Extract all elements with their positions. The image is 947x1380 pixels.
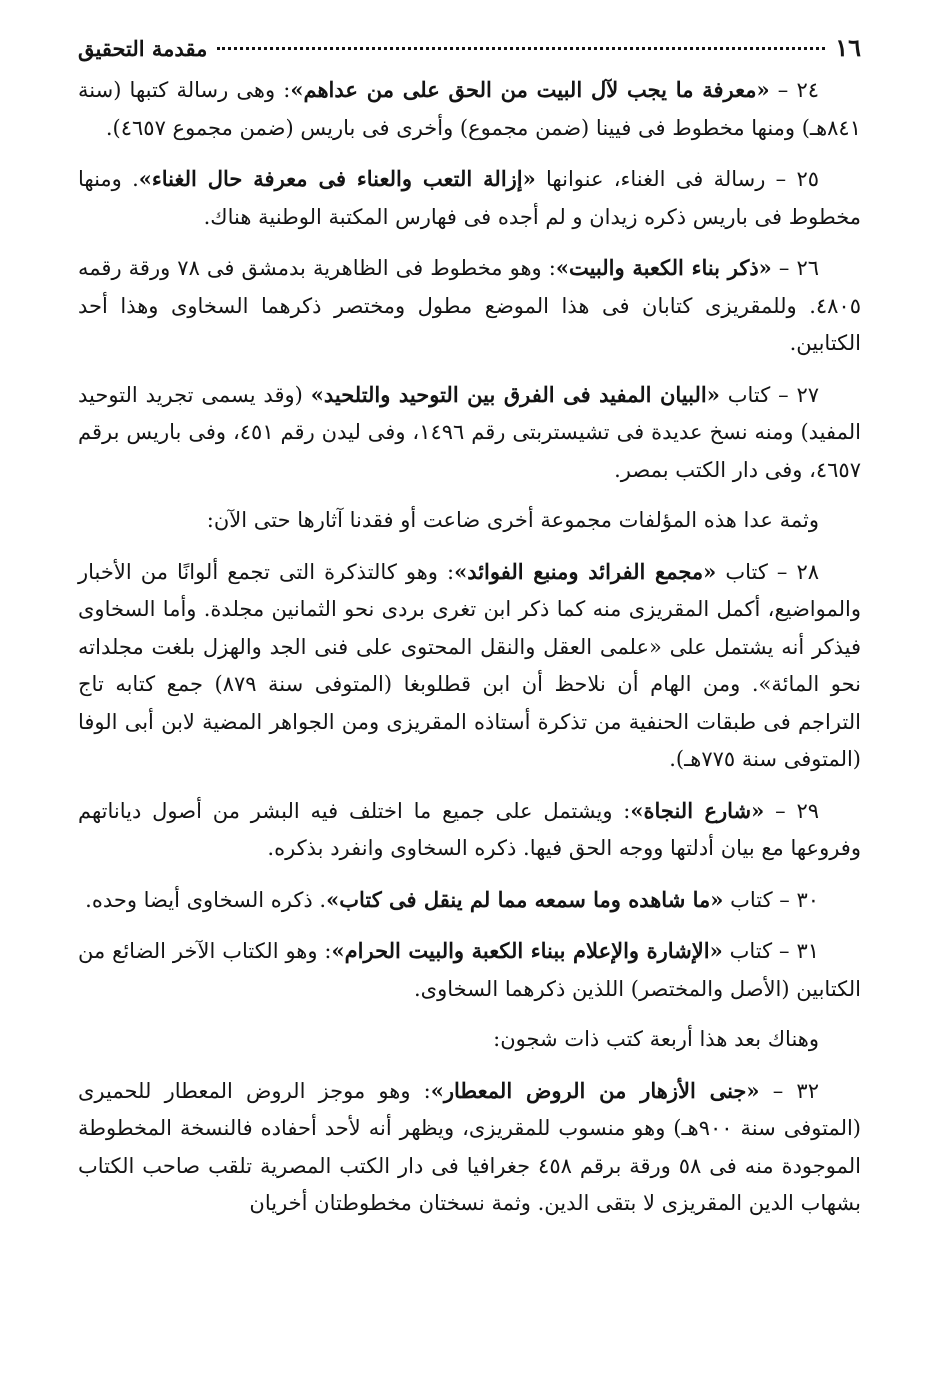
- book-title: «إزالة التعب والعناء فى معرفة حال الغناء»: [138, 166, 536, 191]
- book-title: «شارع النجاة»: [630, 797, 765, 823]
- book-title: «ذكر بناء الكعبة والبيت»: [555, 255, 772, 280]
- header-dot-leader: [217, 47, 825, 50]
- book-title: «ما شاهده وما سمعه مما لم ينقل فى كتاب»: [326, 886, 724, 912]
- paragraph-31: ٣١ – كتاب «الإشارة والإعلام ببناء الكعبة والبيت الحرام»: وهو الكتاب الآخر الضائع من الكتابين (الأصل والمختصر) اللذين ذكرهما السخاوى.: [78, 938, 861, 1001]
- paragraph-27: ٢٧ – كتاب «البيان المفيد فى الفرق بين التوحيد والتلحيد» (وقد يسمى تجريد التوحيد المفيد) ومنه نسخ عديدة فى تشيستربتى رقم ١٤٩٦، وفى ليدن رقم ٤٥١، وفى باريس برقم ٤٦٥٧، وفى دار الكتب بمصر.: [78, 381, 862, 482]
- page-number: ١٦: [835, 33, 861, 62]
- page-header: [78, 34, 861, 63]
- book-title: «البيان المفيد فى الفرق بين التوحيد والتلحيد»: [310, 381, 720, 407]
- paragraph-30: ٣٠ – كتاب «ما شاهده وما سمعه مما لم ينقل فى كتاب». ذكره السخاوى أيضا وحده.: [85, 886, 819, 912]
- book-title: «معرفة ما يجب لآل البيت من الحق على من عداهم»: [290, 77, 770, 102]
- paragraph-26: ٢٦ – «ذكر بناء الكعبة والبيت»: وهو مخطوط فى الظاهرية بدمشق فى ٧٨ ورقة رقمه ٤٨٠٥. وللمقريزى كتابان فى هذا الموضع مطول ومختصر ذكرهما السخاوى وهذا أحد الكتابين.: [78, 255, 861, 355]
- paragraph-28: ٢٨ – كتاب «مجمع الفرائد ومنبع الفوائد»: وهو كالتذكرة التى تجمع ألوانًا من الأخبار والمواضيع، أكمل المقريزى منه كما ذكر ابن تغرى بردى نحو الثمانين مجلدة. وأما السخاوى فيذكر أنه يشتمل على «علمى العقل والنقل المحتوى على فنى الجد والهزل بلغت مجلداته نحو المائة». ومن الهام أن نلاحظ أن ابن قطلوبغا (المتوفى سنة ٨٧٩) جمع كتابه تاج التراجم فى طبقات الحنفية من تذكرة أستاذه المقريزى ومن الجواهر المضية لابن أبى الوفا (المتوفى سنة ٧٧٥هـ).: [78, 558, 861, 771]
- paragraph-29: ٢٩ – «شارع النجاة»: ويشتمل على جميع ما اختلف فيه البشر من أصول دياناتهم وفروعها مع بيان أدلتها ووجه الحق فيها. ذكره السخاوى وانفرد بذكره.: [78, 797, 861, 860]
- paragraph-25: ٢٥ – رسالة فى الغناء، عنوانها «إزالة التعب والعناء فى معرفة حال الغناء». ومنها مخطوط فى باريس ذكره زيدان و لم أجده فى فهارس المكتبة الوطنية هناك.: [78, 166, 861, 229]
- book-title: «الإشارة والإعلام ببناء الكعبة والبيت الحرام»: [331, 938, 723, 963]
- paragraph-lost-works-intro: وثمة عدا هذه المؤلفات مجموعة أخرى ضاعت أو فقدنا آثارها حتى الآن:: [206, 508, 819, 532]
- book-title: «مجمع الفرائد ومنبع الفوائد»: [454, 558, 717, 584]
- paragraph-four-books-intro: وهناك بعد هذا أربعة كتب ذات شجون:: [493, 1027, 819, 1051]
- paragraph-32: ٣٢ – «جنى الأزهار من الروض المعطار»: وهو موجز الروض المعطار للحميرى (المتوفى سنة ٩٠٠هـ) وهو منسوب للمقريزى، ويظهر أنه لأحد أحفاده فالنسخة المخطوطة الموجودة منه فى ٥٨ ورقة برقم ٤٥٨ جغرافيا فى دار الكتب المصرية تلقب صاحب الكتاب بشهاب الدين المقريزى لا بتقى الدين. وثمة نسختان مخطوطتان أخريان: [78, 1077, 861, 1215]
- book-title: «جنى الأزهار من الروض المعطار»: [430, 1077, 760, 1103]
- paragraph-24: ٢٤ – «معرفة ما يجب لآل البيت من الحق على من عداهم»: وهى رسالة كتبها (سنة ٨٤١هـ) ومنها مخطوط فى فيينا (ضمن مجموع) وأخرى فى باريس (ضمن مجموع ٤٦٥٧).: [78, 77, 861, 140]
- running-title: مقدمة التحقيق: [78, 36, 208, 61]
